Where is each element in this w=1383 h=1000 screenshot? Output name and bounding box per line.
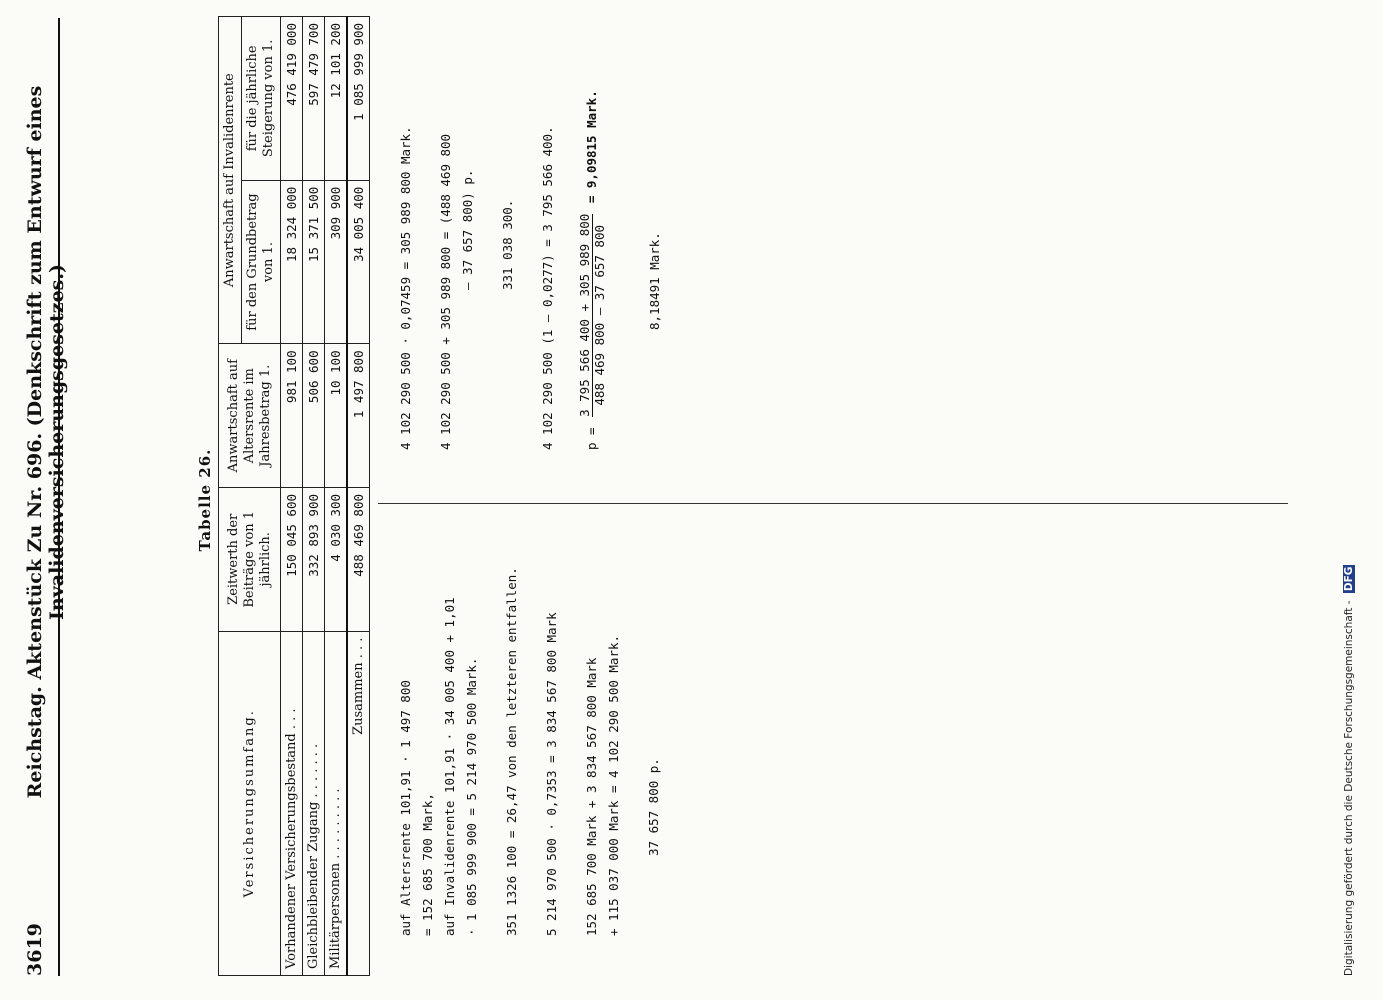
- row-label: Gleichbleibender Zugang . . . . . . .: [303, 631, 325, 975]
- paragraph: [564, 506, 578, 976]
- fraction: [578, 214, 607, 417]
- paragraph: [378, 20, 392, 490]
- cell-grund: 309 900: [325, 180, 348, 344]
- calculation: [502, 506, 522, 936]
- paragraph: [418, 20, 432, 490]
- left-column: [378, 506, 1298, 976]
- header-rule: [58, 18, 60, 976]
- total-altersrente: 1 497 800: [347, 344, 370, 488]
- page-header: [8, 18, 68, 976]
- header-invalidenrente: Anwartschaft auf Invalidenrente: [219, 17, 242, 344]
- fraction-denominator: 488 469 800 — 37 657 800: [592, 224, 607, 406]
- equation: 5 214 970 500 · 0,7353 = 3 834 567 800 Mark: [544, 612, 559, 936]
- paragraph: [520, 20, 534, 490]
- cell-altersrente: 506 600: [303, 344, 325, 488]
- page-title: Reichstag. Aktenstück Zu Nr. 696. (Denkschrift zum Entwurf eines Invalidenversicherungsgesetzes.): [24, 85, 68, 799]
- row-label: Militärpersonen . . . . . . . . .: [325, 631, 348, 975]
- total-steigerung: 1 085 999 900: [347, 17, 370, 181]
- paragraph: [667, 20, 681, 490]
- equation: 4 102 290 500 · 0,07459 = 305 989 800 Mark.: [398, 126, 413, 450]
- cell-steigerung: 597 479 700: [303, 17, 325, 181]
- table-26: [218, 16, 370, 976]
- table-row: [325, 17, 348, 976]
- cell-beitraege: 150 045 600: [281, 487, 303, 631]
- paragraph: [627, 20, 641, 490]
- fraction-result: = 9,09815 Mark.: [584, 90, 599, 204]
- paragraph: [378, 506, 392, 976]
- cell-altersrente: 981 100: [281, 344, 303, 488]
- equation: — 37 657 800) p.: [460, 169, 475, 290]
- table-total-row: [347, 17, 370, 976]
- header-altersrente: Anwartschaft auf Altersrente im Jahresbetrag 1.: [219, 344, 281, 488]
- paragraph: [626, 506, 640, 976]
- column-divider: [378, 503, 1288, 504]
- paragraph: [64, 18, 78, 976]
- header-versicherungsumfang: Versicherungsumfang.: [219, 631, 281, 975]
- paragraph: [666, 506, 680, 976]
- calc-351: 351: [504, 913, 519, 936]
- equation: 8,18491 Mark.: [647, 232, 662, 330]
- cell-altersrente: 10 100: [325, 344, 348, 488]
- paragraph: [480, 20, 494, 490]
- table-title: Tabelle 26.: [196, 448, 214, 552]
- cell-beitraege: 332 893 900: [303, 487, 325, 631]
- paragraph: [560, 20, 574, 490]
- table-row: [303, 17, 325, 976]
- digitization-credit: [1343, 565, 1357, 976]
- paragraph: [609, 20, 623, 490]
- cell-steigerung: 12 101 200: [325, 17, 348, 181]
- equation: 331 038 300.: [500, 199, 515, 290]
- credit-text: Digitalisierung gefördert durch die Deutsche Forschungsgemeinschaft -: [1343, 600, 1355, 976]
- fraction-numerator: 3 795 566 400 + 305 989 800: [577, 213, 592, 417]
- right-column: [378, 20, 1298, 490]
- equation: auf Invalidenrente 101,91 · 34 005 400 + 1,01: [442, 597, 457, 936]
- header-steigerung: für die jährliche Steigerung von 1.: [242, 17, 281, 181]
- equation: = 152 685 700 Mark,: [420, 793, 435, 936]
- cell-steigerung: 476 419 000: [281, 17, 303, 181]
- equation: 4 102 290 500 + 305 989 800 = (488 469 800: [438, 133, 453, 450]
- cell-grund: 15 371 500: [303, 180, 325, 344]
- header-zeitwerth: Zeitwerth der Beiträge von 1 jährlich.: [219, 487, 281, 631]
- cell-grund: 18 324 000: [281, 180, 303, 344]
- equation: 37 657 800 p.: [646, 758, 661, 856]
- total-grund: 34 005 400: [347, 180, 370, 344]
- table-row: [281, 17, 303, 976]
- equation: 4 102 290 500 (1 — 0,0277) = 3 795 566 400.: [540, 126, 555, 450]
- paragraph: [524, 506, 538, 976]
- fraction-equation: p = 3 795 566 400 + 305 989 800 488 469 800 — 37 657 800 = 9,09815 Mark.: [577, 90, 607, 450]
- equation: · 1 085 999 900 = 5 214 970 500 Mark.: [464, 657, 479, 936]
- header-grundbetrag: für den Grundbetrag von 1.: [242, 180, 281, 344]
- total-label: Zusammen . . .: [347, 631, 370, 975]
- dfg-logo: DFG: [1343, 566, 1355, 592]
- intro-text: [64, 18, 196, 976]
- row-label: Vorhandener Versicherungsbestand . . .: [281, 631, 303, 975]
- total-beitraege: 488 469 800: [347, 487, 370, 631]
- equation: + 115 037 000 Mark = 4 102 290 500 Mark.: [606, 634, 621, 936]
- equation: auf Altersrente 101,91 · 1 497 800: [398, 680, 413, 936]
- page-number: 3619: [24, 923, 46, 976]
- cell-beitraege: 4 030 300: [325, 487, 348, 631]
- equation: 152 685 700 Mark + 3 834 567 800 Mark: [584, 657, 599, 936]
- paragraph: [484, 506, 498, 976]
- calc-share: 100 = 26,47 von den letzteren entfallen.: [504, 567, 519, 869]
- calc-1326: 1326: [504, 875, 519, 906]
